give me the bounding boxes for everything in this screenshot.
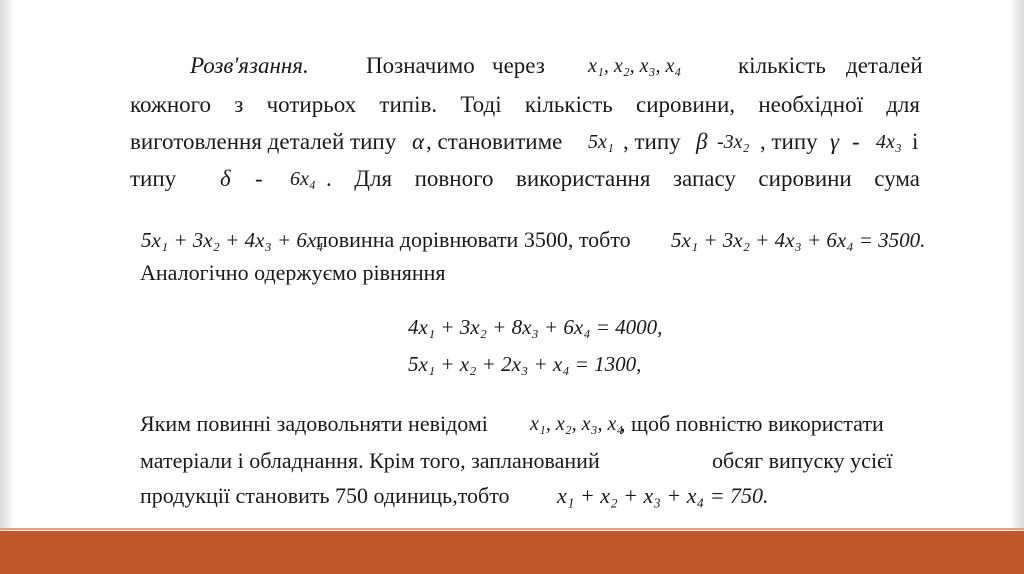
symbol-delta: δ <box>220 166 231 191</box>
equation-4: x₁ + x₂ + x₃ + x₄ = 750. <box>557 483 769 508</box>
line-2: кожного з чотирьох типів. Тоді кількість сировини, необхідної для <box>130 92 920 117</box>
line-3-text-a: виготовлення деталей типу <box>130 129 397 154</box>
symbol-beta: β <box>696 129 708 154</box>
line-5-text-a: повинна дорівнювати 3500, тобто <box>316 227 631 252</box>
line-1-text-b <box>492 52 545 80</box>
line-6: Аналогічно одержуємо рівняння <box>140 260 446 285</box>
line-3-text-e: і <box>912 129 919 154</box>
line-1-text-d <box>846 52 923 80</box>
variables-x1-x4: x₁, x₂, x₃, x₄ <box>588 55 682 77</box>
line-7-text-b: , щоб повністю використати <box>620 411 884 436</box>
expr-sum: 5x₁ + 3x₂ + 4x₃ + 6x₄ <box>141 228 324 252</box>
dash-delta: - <box>255 166 263 191</box>
expr-3x2: -3x₂ <box>717 131 750 153</box>
line-8-text-b: обсяг випуску усієї <box>712 448 893 473</box>
word-cherez: через <box>492 53 545 78</box>
line-9-text-a: продукції становить 750 одиниць,тобто <box>140 483 510 508</box>
line-7-text-a: Яким повинні задовольняти невідомі <box>140 411 488 436</box>
equation-1: 5x₁ + 3x₂ + 4x₃ + 6x₄ = 3500. <box>671 228 926 252</box>
line-8-text-a: матеріали і обладнання. Крім того, запланований <box>140 448 600 473</box>
line-3-text-c: , типу <box>623 129 681 154</box>
variables-x1-x4-2: x₁, x₂, x₃, x₄ <box>530 413 624 435</box>
line-4-text-a: типу <box>130 166 177 191</box>
expr-5x1: 5x₁ <box>588 131 614 153</box>
line-1 <box>190 52 309 80</box>
symbol-gamma: γ <box>830 129 840 154</box>
word-detalei: деталей <box>846 53 923 78</box>
footer-bar <box>0 531 1024 574</box>
slide-left-shadow <box>0 0 14 574</box>
equation-2: 4x₁ + 3x₂ + 8x₃ + 6x₄ = 4000, <box>408 315 663 339</box>
line-4-text-b: . Для повного використання запасу сировини сума <box>326 166 920 191</box>
equation-3: 5x₁ + x₂ + 2x₃ + x₄ = 1300, <box>408 352 642 376</box>
line-3-text-b: , становитиме <box>426 129 563 154</box>
expr-4x3: 4x₃ <box>876 131 902 153</box>
line-1-text-c <box>738 52 826 80</box>
word-poznachymo: Позначимо <box>366 53 475 78</box>
slide-right-shadow <box>1010 0 1024 574</box>
dash-gamma: - <box>852 129 860 154</box>
line-3-text-d: , типу <box>760 129 818 154</box>
line-1-text-a <box>366 52 475 80</box>
solution-heading: Розв'язання. <box>190 53 309 78</box>
symbol-alpha: α <box>412 129 425 154</box>
footer-stripe <box>0 528 1024 530</box>
word-kilkist: кількість <box>738 53 826 78</box>
expr-6x4: 6x₄ <box>290 168 316 190</box>
